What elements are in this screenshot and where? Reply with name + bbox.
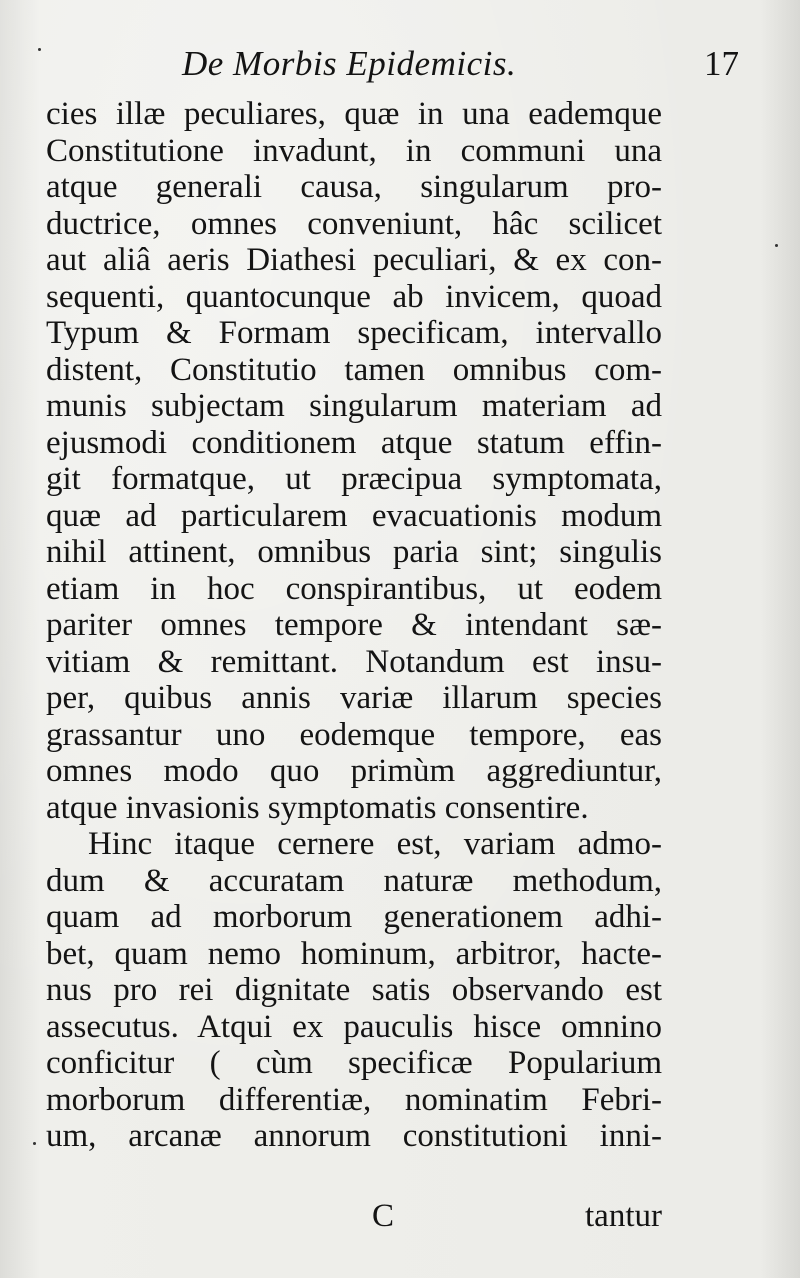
text-line: grassantur uno eodemque tempore, eas <box>46 716 662 753</box>
ink-speck <box>775 244 778 247</box>
text-line: Typum & Formam specificam, intervallo <box>46 315 662 351</box>
text-line: bet, quam nemo hominum, arbitror, hacte- <box>46 935 662 972</box>
ink-speck <box>38 48 41 51</box>
page-number: 17 <box>704 44 739 83</box>
paragraph-start-line: Hinc itaque cernere est, variam admo- <box>88 826 662 862</box>
running-title: De Morbis Epidemicis. <box>182 44 517 83</box>
signature-mark: C <box>372 1198 395 1234</box>
body-text <box>46 96 662 1155</box>
text-line: nihil attinent, omnibus paria sint; singulis <box>46 534 662 570</box>
text-line: quæ ad particularem evacuationis modum <box>46 497 662 534</box>
text-line: pariter omnes tempore & intendant sæ- <box>46 607 662 643</box>
text-line: git formatque, ut præcipua symptomata, <box>46 461 662 497</box>
text-line: dum & accuratam naturæ methodum, <box>46 862 662 899</box>
text-line: atque generali causa, singularum pro- <box>46 169 662 205</box>
text-line: omnes modo quo primùm aggrediuntur, <box>46 753 662 789</box>
text-line: vitiam & remittant. Notandum est insu- <box>46 643 662 680</box>
text-line: morborum differentiæ, nominatim Febri- <box>46 1081 662 1118</box>
text-line: um, arcanæ annorum constitutioni inni- <box>46 1118 662 1154</box>
page-header <box>0 40 800 100</box>
text-line: assecutus. Atqui ex pauculis hisce omnino <box>46 1008 662 1045</box>
text-line: munis subjectam singularum materiam ad <box>46 388 662 424</box>
text-line: per, quibus annis variæ illarum species <box>46 680 662 716</box>
text-line: aut aliâ aeris Diathesi peculiari, & ex con- <box>46 242 662 278</box>
text-line: atque invasionis symptomatis consentire. <box>46 789 589 826</box>
text-line: distent, Constitutio tamen omnibus com- <box>46 351 662 388</box>
catchword: tantur <box>585 1198 662 1234</box>
page-footer <box>46 1198 662 1238</box>
text-line: cies illæ peculiares, quæ in una eademque <box>46 96 662 132</box>
text-line: quam ad morborum generationem adhi- <box>46 899 662 935</box>
text-line: etiam in hoc conspirantibus, ut eodem <box>46 570 662 607</box>
text-line: ductrice, omnes conveniunt, hâc scilicet <box>46 205 662 242</box>
text-line: nus pro rei dignitate satis observando est <box>46 972 662 1008</box>
text-line: sequenti, quantocunque ab invicem, quoad <box>46 278 662 315</box>
text-line: conficitur ( cùm specificæ Popularium <box>46 1045 662 1081</box>
text-line: Constitutione invadunt, in communi una <box>46 132 662 169</box>
ink-speck <box>33 1142 36 1145</box>
text-line: ejusmodi conditionem atque statum effin- <box>46 424 662 461</box>
